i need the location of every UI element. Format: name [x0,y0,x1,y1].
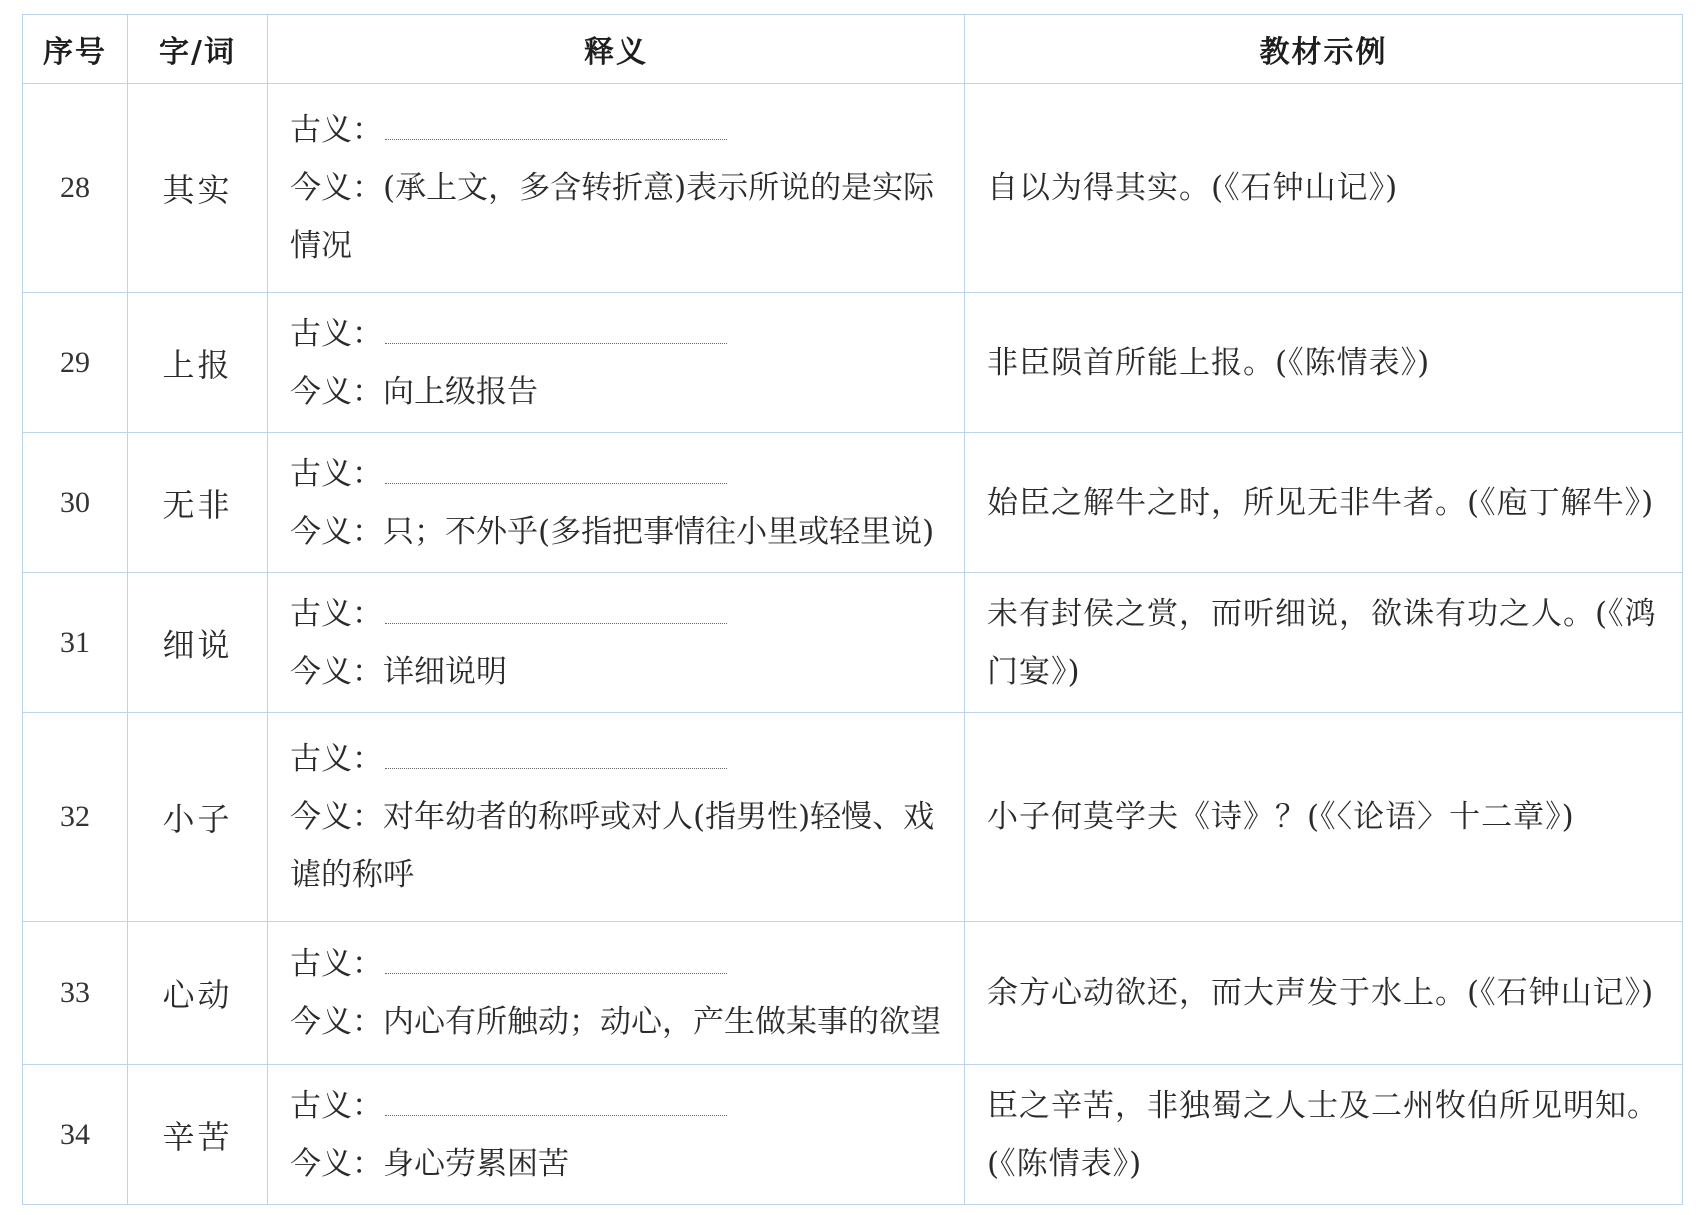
row-number: 28 [23,84,128,293]
row-example [965,713,1683,922]
row-example [965,573,1683,713]
row-word: 细说 [128,573,268,713]
table-row [23,1065,1683,1205]
row-word: 辛苦 [128,1065,268,1205]
row-definition [268,922,965,1065]
header-example: 教材示例 [965,15,1683,84]
ancient-meaning-blank[interactable] [385,943,727,974]
ancient-label: 古义： [290,1087,383,1124]
row-example [965,433,1683,573]
row-number: 34 [23,1065,128,1205]
row-example [965,1065,1683,1205]
ancient-meaning-line [290,730,956,788]
table-row [23,922,1683,1065]
ancient-meaning-blank[interactable] [385,313,727,344]
row-example [965,922,1683,1065]
row-word: 小子 [128,713,268,922]
row-number: 31 [23,573,128,713]
ancient-label: 古义： [290,741,383,777]
example-text: 自以为得其实。(《石钟山记》) [987,170,1399,206]
example-text: 臣之辛苦，非独蜀之人士及二州牧伯所见明知。(《陈情表》) [987,1087,1659,1182]
table-row [23,713,1683,922]
row-definition [268,713,965,922]
example-text: 未有封侯之赏，而听细说，欲诛有功之人。(《鸿门宴》) [987,595,1657,690]
row-definition [268,293,965,433]
modern-meaning: 今义：身心劳累困苦 [290,1145,569,1182]
header-row [23,15,1683,84]
row-word: 其实 [128,84,268,293]
row-number: 30 [23,433,128,573]
row-example [965,293,1683,433]
table-row [23,84,1683,293]
header-number: 序号 [23,15,128,84]
example-text: 小子何莫学夫《诗》？(《〈论语〉十二章》) [987,799,1575,835]
row-word: 无非 [128,433,268,573]
ancient-meaning-line [290,1077,956,1135]
table-row [23,433,1683,573]
ancient-meaning-line [290,935,956,993]
modern-meaning: 今义：详细说明 [290,653,507,690]
modern-meaning: 今义：只；不外乎(多指把事情往小里或轻里说) [290,513,935,550]
ancient-meaning-line [290,101,956,159]
ancient-meaning-line [290,585,956,643]
example-text: 始臣之解牛之时，所见无非牛者。(《庖丁解牛》) [987,484,1655,521]
ancient-label: 古义： [290,315,383,352]
table-row [23,573,1683,713]
ancient-label: 古义： [290,455,383,492]
header-definition: 释义 [268,15,965,84]
row-definition [268,84,965,293]
modern-meaning: 今义：对年幼者的称呼或对人(指男性)轻慢、戏谑的称呼 [290,799,935,893]
ancient-meaning-blank[interactable] [385,109,727,140]
row-definition [268,433,965,573]
ancient-meaning-blank[interactable] [385,453,727,484]
row-definition [268,573,965,713]
ancient-meaning-blank[interactable] [385,1085,727,1116]
row-number: 32 [23,713,128,922]
header-word: 字/词 [128,15,268,84]
row-word: 上报 [128,293,268,433]
ancient-meaning-blank[interactable] [385,738,727,769]
row-number: 33 [23,922,128,1065]
table-row [23,293,1683,433]
ancient-label: 古义： [290,946,383,982]
ancient-label: 古义： [290,595,383,632]
row-number: 29 [23,293,128,433]
ancient-meaning-blank[interactable] [385,593,727,624]
example-text: 非臣陨首所能上报。(《陈情表》) [987,344,1431,381]
example-text: 余方心动欲还，而大声发于水上。(《石钟山记》) [987,975,1655,1011]
row-word: 心动 [128,922,268,1065]
modern-meaning: 今义：内心有所触动；动心，产生做某事的欲望 [290,1004,941,1040]
modern-meaning: 今义：向上级报告 [290,373,538,410]
ancient-label: 古义： [290,112,383,148]
modern-meaning: 今义：(承上文，多含转折意)表示所说的是实际情况 [290,170,935,264]
row-example [965,84,1683,293]
vocabulary-table [22,14,1683,1205]
row-definition [268,1065,965,1205]
ancient-meaning-line [290,445,956,503]
ancient-meaning-line [290,305,956,363]
